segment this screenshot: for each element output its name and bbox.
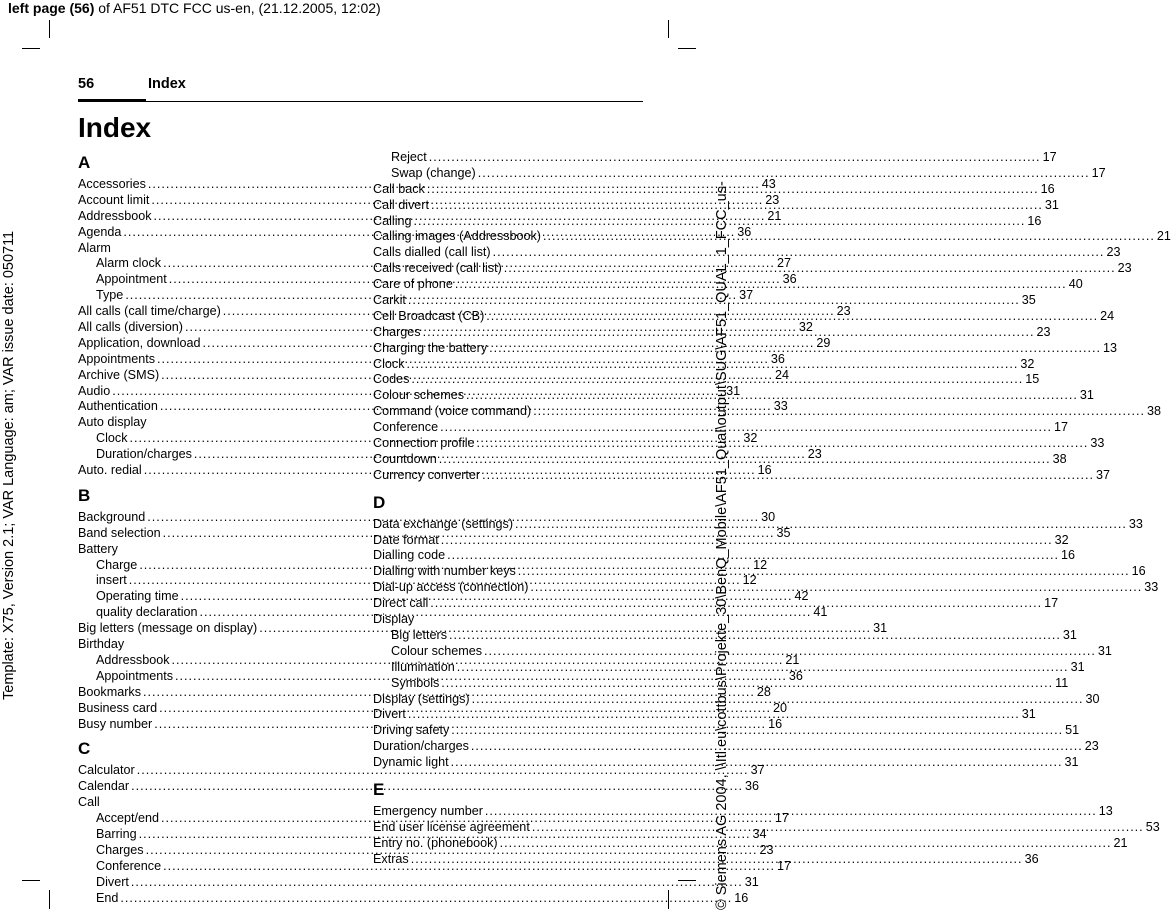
index-entry-page: 13 — [1098, 803, 1113, 818]
index-letter-heading: B — [78, 485, 91, 505]
index-entry-term: Authentication — [78, 399, 158, 414]
index-entry-page: 23 — [1036, 324, 1051, 339]
index-entry-term: quality declaration — [96, 605, 198, 620]
crop-mark — [678, 48, 696, 49]
index-entry-term: Dialling with number keys — [373, 564, 516, 579]
index-leader-dots — [482, 468, 1094, 484]
index-entry-page: 16 — [1027, 213, 1042, 228]
index-entry-page: 16 — [757, 463, 772, 478]
index-entry-page: 33 — [1128, 516, 1143, 531]
index-entry — [373, 388, 1094, 404]
header-rule — [78, 101, 643, 102]
index-entry-term: Carkit — [373, 293, 406, 308]
index-entry-term: Charges — [96, 842, 144, 857]
print-meta-line — [8, 0, 381, 16]
index-entry-term: Command (voice command) — [373, 404, 532, 419]
index-entry-term: Alarm — [78, 240, 111, 255]
index-leader-dots — [407, 357, 1019, 373]
index-entry-term: Auto display — [78, 415, 147, 430]
index-entry-page: 31 — [1044, 197, 1059, 212]
index-entry-term: Business card — [78, 700, 158, 715]
index-subentry — [78, 874, 759, 891]
index-entry-page: 16 — [1040, 181, 1055, 196]
index-entry-page: 31 — [1064, 755, 1079, 770]
index-entry-term: insert — [96, 573, 127, 588]
index-entry-page: 38 — [1052, 451, 1067, 466]
index-leader-dots — [543, 229, 1155, 245]
index-leader-dots — [466, 388, 1078, 404]
index-letter-heading: A — [78, 153, 91, 172]
index-entry-page: 51 — [1065, 723, 1080, 738]
index-entry-page: 36 — [737, 224, 752, 239]
index-entry-page: 21 — [785, 652, 800, 667]
running-header-title: Index — [148, 76, 186, 92]
index-entry-page: 32 — [1054, 532, 1069, 547]
index-entry-term: Calling images (Addressbook) — [373, 229, 541, 244]
template-info-vertical: Template: X75, Version 2.1; VAR Language: am; VAR issue date: 050711 — [1, 230, 17, 700]
index-entry-page: 29 — [816, 335, 831, 350]
index-leader-dots — [515, 517, 1127, 533]
index-entry-page: 31 — [726, 383, 741, 398]
index-entry-page: 30 — [1085, 691, 1100, 706]
index-entry-term: Account limit — [78, 192, 150, 207]
index-entry-page: 31 — [744, 874, 759, 889]
index-entry-page: 31 — [1079, 388, 1094, 403]
index-entry-page: 23 — [1106, 245, 1121, 260]
index-entry-page: 23 — [1117, 261, 1132, 276]
index-entry-term: Calls received (call list) — [373, 261, 502, 276]
index-entry-term: Audio — [78, 383, 111, 398]
index-subentry — [373, 627, 1077, 644]
index-entry-page: 36 — [744, 779, 759, 794]
index-entry-page: 36 — [788, 668, 803, 683]
index-entry-page: 17 — [774, 811, 789, 826]
index-entry-term: Calculator — [78, 763, 135, 778]
index-entry-term: Battery — [78, 541, 118, 556]
index-entry-page: 37 — [1095, 467, 1110, 482]
index-subentry — [78, 890, 749, 907]
index-entry — [78, 542, 346, 558]
index-entry-page: 31 — [873, 621, 888, 636]
index-entry-term: Type — [96, 288, 124, 303]
index-entry-term: Alarm clock — [96, 256, 162, 271]
index-entry-page: 17 — [776, 858, 791, 873]
index-entry-page: 37 — [750, 763, 765, 778]
index-leader-dots — [120, 891, 732, 907]
copyright-vertical: © Siemens AG 2004, \\Itl.eu\cottbus\Projekte_30\BenQ_Mobile\AF51_Qual\output\SUG\AF51_QUAL_1_FCC_us- — [714, 181, 730, 910]
index-entry-term: Archive (SMS) — [78, 367, 160, 382]
index-entry-term: Emergency number — [373, 803, 483, 818]
index-entry-page: 21 — [1156, 229, 1171, 244]
index-leader-dots — [411, 372, 1023, 388]
index-entry — [78, 415, 346, 431]
index-entry-term: Addressbook — [96, 652, 170, 667]
index-leader-dots — [486, 309, 1098, 325]
index-entry-page: 17 — [1042, 150, 1057, 164]
index-entry-page: 31 — [1062, 627, 1077, 642]
index-leader-dots — [489, 341, 1101, 357]
index-leader-dots — [504, 261, 1116, 277]
index-entry-page: 28 — [756, 684, 771, 699]
index-entry-term: Call divert — [373, 197, 429, 212]
index-entry-page: 16 — [1060, 548, 1075, 563]
index-entry-term: Barring — [96, 826, 137, 841]
index-leader-dots — [408, 293, 1020, 309]
index-leader-dots — [423, 325, 1035, 341]
index-leader-dots — [411, 852, 1023, 868]
index-leader-dots — [414, 214, 1026, 230]
index-leader-dots — [472, 692, 1084, 708]
index-entry — [373, 612, 641, 628]
index-entry-term: End user license agreement — [373, 819, 530, 834]
index-entry-page: 23 — [836, 304, 851, 319]
index-entry-term: Driving safety — [373, 723, 450, 738]
index-entry-term: Big letters (message on display) — [78, 621, 258, 636]
index-entry-page: 35 — [1021, 293, 1036, 308]
index-entry-term: Birthday — [78, 637, 125, 652]
index-entry-term: Application, download — [78, 335, 201, 350]
index-entry-page: 33 — [773, 399, 788, 414]
index-entry-term: Appointment — [96, 272, 167, 287]
print-meta-details: of AF51 DTC FCC us-en, (21.12.2005, 12:02) — [94, 0, 381, 16]
index-leader-dots — [449, 628, 1061, 644]
index-entry-page: 30 — [761, 509, 776, 524]
index-leader-dots — [441, 676, 1053, 692]
index-entry-term: Dial-up access (connection) — [373, 580, 529, 595]
index-entry-page: 13 — [1102, 340, 1117, 355]
index-entry-page: 21 — [1113, 835, 1128, 850]
index-entry-term: Dialling code — [373, 548, 446, 563]
index-entry-page: 34 — [752, 826, 767, 841]
index-leader-dots — [457, 660, 1069, 676]
index-entry-term: Charging the battery — [373, 340, 488, 355]
index-entry-term: Addressbook — [78, 208, 152, 223]
index-leader-dots — [429, 150, 1041, 166]
index-entry-term: Background — [78, 509, 146, 524]
index-entry-term: All calls (call time/charge) — [78, 304, 221, 319]
index-leader-dots — [532, 820, 1144, 836]
index-entry-term: Calendar — [78, 779, 130, 794]
index-leader-dots — [484, 644, 1096, 660]
index-entry-page: 32 — [743, 431, 758, 446]
index-leader-dots — [447, 548, 1059, 564]
index-letter-heading: E — [373, 779, 385, 799]
index-entry-page: 40 — [1068, 277, 1083, 292]
index-leader-dots — [500, 836, 1112, 852]
index-entry-term: Date format — [373, 532, 439, 547]
index-entry-page: 27 — [776, 256, 791, 271]
index-entry-page: 41 — [813, 605, 828, 620]
index-leader-dots — [440, 420, 1052, 436]
crop-mark — [49, 890, 50, 909]
index-entry-term: Calling — [373, 213, 412, 228]
index-entry-page: 16 — [1131, 564, 1146, 579]
index-entry-term: Illumination — [391, 659, 455, 674]
index-entry-term: End — [96, 890, 119, 905]
index-entry-term: Duration/charges — [373, 739, 469, 754]
index-entry — [78, 779, 759, 795]
index-entry-term: Countdown — [373, 451, 437, 466]
index-leader-dots — [493, 245, 1105, 261]
index-entry-page: 53 — [1145, 819, 1160, 834]
index-subentry — [373, 165, 1106, 182]
index-entry-term: Clock — [373, 356, 405, 371]
index-entry-term: Appointments — [78, 351, 156, 366]
index-entry-term: Auto. redial — [78, 463, 142, 478]
index-leader-dots — [441, 533, 1053, 549]
index-entry-term: Colour schemes — [391, 643, 482, 658]
index-entry-page: 16 — [734, 890, 749, 905]
index-entry-term: Dynamic light — [373, 755, 449, 770]
index-entry-term: Conference — [96, 858, 162, 873]
index-entry-term: Entry no. (phonebook) — [373, 835, 498, 850]
index-entry-term: Operating time — [96, 589, 179, 604]
index-entry-page: 16 — [768, 716, 783, 731]
print-meta-page: left page (56) — [8, 0, 95, 16]
crop-mark — [22, 880, 40, 881]
index-entry-term: Reject — [391, 150, 427, 164]
index-entry-term: Care of phone — [373, 277, 453, 292]
index-entry-term: Display (settings) — [373, 691, 470, 706]
index-entry-page: 38 — [1147, 404, 1162, 419]
index-entry-page: 23 — [1084, 739, 1099, 754]
index-leader-dots — [485, 804, 1097, 820]
index-leader-dots — [427, 182, 1039, 198]
index-entry-term: Charges — [373, 324, 421, 339]
index-entry-term: Agenda — [78, 224, 122, 239]
index-entry-term: Symbols — [391, 675, 440, 690]
index-entry-page: 24 — [1100, 308, 1115, 323]
index-entry-term: Big letters — [391, 627, 447, 642]
index-entry — [78, 637, 346, 653]
index-entry — [373, 245, 1121, 261]
index-entry-page: 36 — [782, 272, 797, 287]
index-entry-term: Swap (change) — [391, 165, 476, 180]
index-entry-page: 17 — [1044, 596, 1059, 611]
index-entry-page: 21 — [767, 208, 782, 223]
index-entry-term: Calls dialled (call list) — [373, 245, 491, 260]
index-entry-term: Accept/end — [96, 811, 160, 826]
index-entry-term: Band selection — [78, 525, 161, 540]
index-leader-dots — [478, 166, 1090, 182]
index-entry-page: 17 — [1091, 165, 1106, 180]
index-entry-page: 24 — [775, 367, 790, 382]
index-entry-term: Call — [78, 795, 100, 810]
index-entry-page: 11 — [1055, 675, 1069, 690]
index-entry-page: 20 — [772, 700, 787, 715]
index-entry — [373, 739, 1099, 755]
index-entry-term: Divert — [96, 874, 129, 889]
index-entry-term: Direct call — [373, 596, 429, 611]
index-entry-page: 43 — [761, 177, 776, 191]
index-entry — [78, 241, 346, 257]
index-leader-dots — [430, 596, 1042, 612]
index-entry-page: 23 — [765, 192, 780, 207]
index-entry-term: Charge — [96, 557, 138, 572]
index-leader-dots — [530, 580, 1142, 596]
index-leader-dots — [533, 404, 1145, 420]
index-entry — [373, 548, 1075, 564]
index-entry-page: 31 — [1097, 643, 1112, 658]
crop-mark — [49, 20, 50, 38]
index-entry-page: 31 — [1070, 659, 1085, 674]
index-entry-page: 23 — [759, 842, 774, 857]
index-entry-page: 23 — [807, 447, 822, 462]
index-entry-page: 32 — [798, 320, 813, 335]
index-leader-dots — [439, 452, 1051, 468]
index-entry-term: Divert — [373, 707, 406, 722]
index-leader-dots — [451, 755, 1063, 771]
index-entry-term: Clock — [96, 431, 128, 446]
page-number: 56 — [78, 76, 95, 92]
index-entry — [78, 621, 888, 637]
index-entry-term: Accessories — [78, 177, 146, 191]
index-leader-dots — [451, 723, 1063, 739]
index-subentry — [373, 150, 1057, 166]
index-leader-dots — [477, 436, 1089, 452]
index-entry-page: 32 — [1020, 356, 1035, 371]
index-entry — [373, 420, 1068, 436]
index-entry-term: Colour schemes — [373, 388, 464, 403]
index-entry-page: 33 — [1090, 436, 1105, 451]
crop-mark — [668, 20, 669, 38]
index-entry-page: 12 — [753, 557, 768, 572]
index-entry-term: All calls (diversion) — [78, 320, 183, 335]
index-entry-term: Call back — [373, 181, 425, 196]
index-entry-term: Appointments — [96, 668, 174, 683]
index-entry-term: Bookmarks — [78, 684, 141, 699]
index-entry-page: 37 — [739, 288, 754, 303]
index-entry-page: 31 — [1021, 707, 1036, 722]
index-letter-heading: D — [373, 492, 386, 512]
index-entry-term: Data exchange (settings) — [373, 516, 514, 531]
index-entry-page: 36 — [770, 351, 785, 366]
index-leader-dots — [471, 739, 1083, 755]
index-leader-dots — [431, 198, 1043, 214]
index-entry-term: Currency converter — [373, 467, 481, 482]
index-entry — [78, 763, 765, 779]
index-entry-page: 35 — [776, 525, 791, 540]
index-letter-heading: C — [78, 739, 91, 759]
index-entry-term: Conference — [373, 420, 439, 435]
index-entry-term: Extras — [373, 851, 409, 866]
index-entry-term: Display — [373, 612, 415, 627]
index-leader-dots — [408, 707, 1020, 723]
index-entry-term: Busy number — [78, 716, 153, 731]
index-leader-dots — [518, 564, 1130, 580]
index-leader-dots — [455, 277, 1067, 293]
index-entry-term: Codes — [373, 372, 410, 387]
index-entry-term: Cell Broadcast (CB) — [373, 308, 485, 323]
index-entry — [78, 795, 346, 811]
page-title: Index — [78, 112, 152, 143]
index-entry-page: 33 — [1144, 580, 1159, 595]
index-entry-page: 15 — [1025, 372, 1040, 387]
index-leader-dots — [131, 875, 743, 891]
index-entry-page: 42 — [794, 589, 809, 604]
index-entry-term: Connection profile — [373, 436, 475, 451]
index-entry-page: 17 — [1053, 420, 1068, 435]
index-entry-page: 12 — [742, 573, 757, 588]
crop-mark — [22, 48, 40, 49]
index-entry-term: Duration/charges — [96, 447, 192, 462]
index-entry-page: 36 — [1024, 851, 1039, 866]
